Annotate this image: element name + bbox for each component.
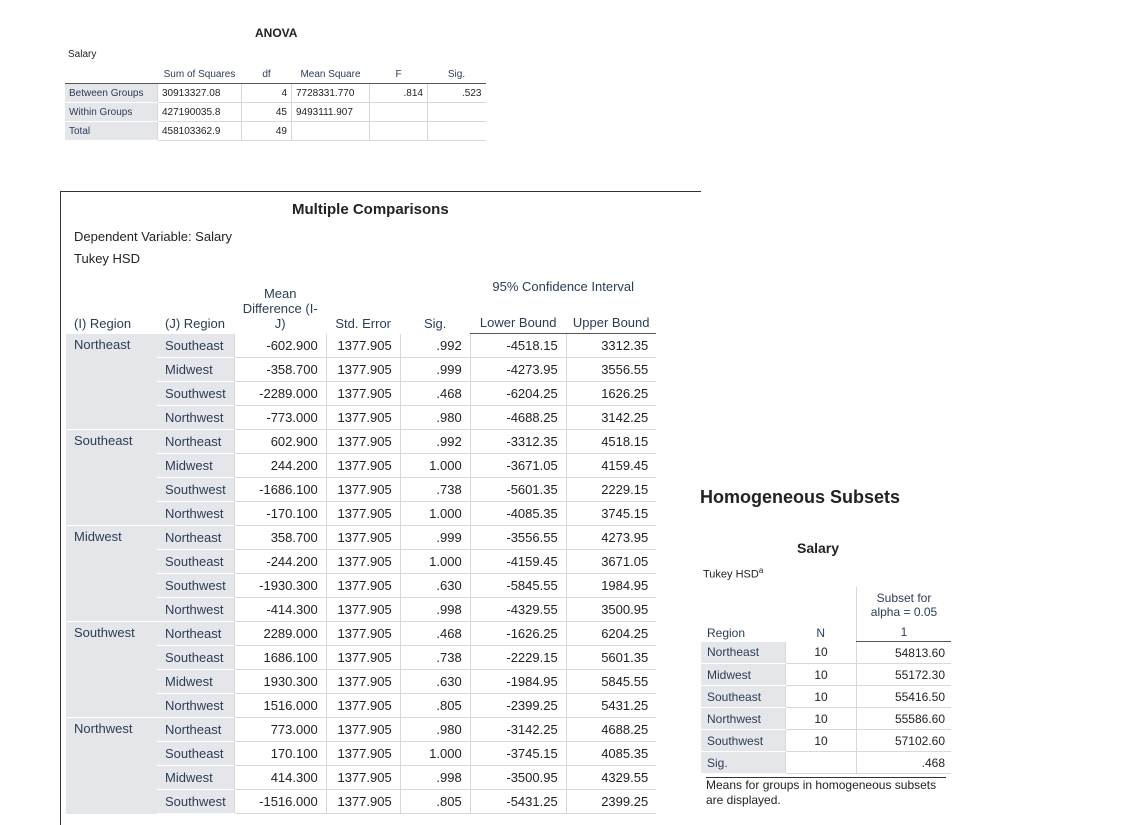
anova-dependent-variable: Salary xyxy=(68,49,97,60)
mean-difference-cell: 244.200 xyxy=(234,454,326,478)
upper-bound-cell: 6204.25 xyxy=(566,622,656,646)
sig-cell: .468 xyxy=(400,382,470,406)
std-error-cell: 1377.905 xyxy=(326,646,400,670)
comparison-row xyxy=(66,622,656,646)
sig-cell: .980 xyxy=(400,718,470,742)
anova-ss: 30913327.08 xyxy=(158,84,242,103)
multiple-comparisons-title: Multiple Comparisons xyxy=(292,201,449,218)
sig-cell: .805 xyxy=(400,790,470,814)
hs-region-cell: Midwest xyxy=(701,664,786,686)
sig-cell: .738 xyxy=(400,646,470,670)
header-i-region: (I) Region xyxy=(74,315,132,331)
mean-difference-cell: -773.000 xyxy=(234,406,326,430)
hs-n-cell: 10 xyxy=(786,708,857,730)
mean-difference-cell: 170.100 xyxy=(234,742,326,766)
hs-row xyxy=(701,642,951,664)
std-error-cell: 1377.905 xyxy=(326,430,400,454)
std-error-cell: 1377.905 xyxy=(326,382,400,406)
upper-bound-cell: 5845.55 xyxy=(566,670,656,694)
lower-bound-cell: -4273.95 xyxy=(470,358,566,382)
lower-bound-cell: -1984.95 xyxy=(470,670,566,694)
j-region-cell: Midwest xyxy=(157,358,234,382)
std-error-cell: 1377.905 xyxy=(326,742,400,766)
homogeneous-subsets-title: Homogeneous Subsets xyxy=(700,487,901,507)
upper-bound-cell: 4329.55 xyxy=(566,766,656,790)
hs-header-region: Region xyxy=(707,625,746,640)
anova-table xyxy=(65,63,486,141)
hs-n-cell: 10 xyxy=(786,686,857,708)
upper-bound-cell: 4085.35 xyxy=(566,742,656,766)
hs-sig-n-empty xyxy=(786,752,857,774)
anova-f xyxy=(370,122,428,141)
lower-bound-cell: -5601.35 xyxy=(470,478,566,502)
anova-f: .814 xyxy=(370,84,428,103)
upper-bound-cell: 4518.15 xyxy=(566,430,656,454)
hs-region-cell: Northeast xyxy=(701,642,786,664)
hs-row xyxy=(701,730,951,752)
j-region-cell: Southeast xyxy=(157,334,234,358)
sig-cell: .992 xyxy=(400,430,470,454)
i-region-cell: Northeast xyxy=(66,334,157,430)
comparison-row xyxy=(66,334,656,358)
anova-row-label: Within Groups xyxy=(65,103,158,122)
std-error-cell: 1377.905 xyxy=(326,574,400,598)
hs-region-cell: Southwest xyxy=(701,730,786,752)
std-error-cell: 1377.905 xyxy=(326,334,400,358)
lower-bound-cell: -3142.25 xyxy=(470,718,566,742)
hs-subset-value: 55416.50 xyxy=(857,686,952,708)
j-region-cell: Northwest xyxy=(157,598,234,622)
upper-bound-cell: 2229.15 xyxy=(566,478,656,502)
comparison-row xyxy=(66,526,656,550)
hs-n-cell: 10 xyxy=(786,730,857,752)
upper-bound-cell: 3556.55 xyxy=(566,358,656,382)
mean-difference-cell: 358.700 xyxy=(234,526,326,550)
upper-bound-cell: 1984.95 xyxy=(566,574,656,598)
anova-ss: 427190035.8 xyxy=(158,103,242,122)
std-error-cell: 1377.905 xyxy=(326,526,400,550)
sig-cell: 1.000 xyxy=(400,742,470,766)
anova-header-f: F xyxy=(370,63,428,84)
upper-bound-cell: 4159.45 xyxy=(566,454,656,478)
std-error-cell: 1377.905 xyxy=(326,622,400,646)
mean-difference-cell: -358.700 xyxy=(234,358,326,382)
sig-cell: .738 xyxy=(400,478,470,502)
hs-region-cell: Northwest xyxy=(701,708,786,730)
i-region-cell: Southeast xyxy=(66,430,157,526)
anova-ms xyxy=(292,122,370,141)
sig-cell: 1.000 xyxy=(400,454,470,478)
anova-header-sig: Sig. xyxy=(428,63,486,84)
std-error-cell: 1377.905 xyxy=(326,694,400,718)
lower-bound-cell: -4518.15 xyxy=(470,334,566,358)
anova-row-label: Total xyxy=(65,122,158,141)
std-error-cell: 1377.905 xyxy=(326,406,400,430)
upper-bound-cell: 5431.25 xyxy=(566,694,656,718)
lower-bound-cell: -4688.25 xyxy=(470,406,566,430)
lower-bound-cell: -1626.25 xyxy=(470,622,566,646)
hs-header-subset: Subset for alpha = 0.05 xyxy=(857,587,952,621)
hs-subset-value: 55172.30 xyxy=(857,664,952,686)
anova-df: 49 xyxy=(242,122,292,141)
anova-row xyxy=(65,84,486,103)
j-region-cell: Southeast xyxy=(157,646,234,670)
j-region-cell: Northeast xyxy=(157,526,234,550)
upper-bound-cell: 2399.25 xyxy=(566,790,656,814)
std-error-cell: 1377.905 xyxy=(326,550,400,574)
anova-header-ms: Mean Square xyxy=(292,63,370,84)
anova-row xyxy=(65,122,486,141)
lower-bound-cell: -4085.35 xyxy=(470,502,566,526)
lower-bound-cell: -2229.15 xyxy=(470,646,566,670)
footnote-marker: a xyxy=(758,566,764,575)
j-region-cell: Midwest xyxy=(157,670,234,694)
lower-bound-cell: -5431.25 xyxy=(470,790,566,814)
sig-cell: .998 xyxy=(400,766,470,790)
sig-cell: 1.000 xyxy=(400,550,470,574)
sig-cell: .992 xyxy=(400,334,470,358)
hs-row xyxy=(701,664,951,686)
lower-bound-cell: -3500.95 xyxy=(470,766,566,790)
mean-difference-cell: -1686.100 xyxy=(234,478,326,502)
upper-bound-cell: 5601.35 xyxy=(566,646,656,670)
lower-bound-cell: -6204.25 xyxy=(470,382,566,406)
hs-subset-value: 57102.60 xyxy=(857,730,952,752)
header-std-error: Std. Error xyxy=(335,315,392,331)
sig-cell: .468 xyxy=(400,622,470,646)
j-region-cell: Northeast xyxy=(157,622,234,646)
anova-ms: 9493111.907 xyxy=(292,103,370,122)
j-region-cell: Southeast xyxy=(157,742,234,766)
sig-cell: .998 xyxy=(400,598,470,622)
j-region-cell: Southwest xyxy=(157,574,234,598)
mean-difference-cell: 2289.000 xyxy=(234,622,326,646)
std-error-cell: 1377.905 xyxy=(326,454,400,478)
upper-bound-cell: 3500.95 xyxy=(566,598,656,622)
sig-cell: .999 xyxy=(400,358,470,382)
j-region-cell: Northeast xyxy=(157,718,234,742)
hs-header-n: N xyxy=(816,625,826,640)
anova-sig xyxy=(428,103,486,122)
comparison-row xyxy=(66,430,656,454)
lower-bound-cell: -3745.15 xyxy=(470,742,566,766)
std-error-cell: 1377.905 xyxy=(326,790,400,814)
upper-bound-cell: 3745.15 xyxy=(566,502,656,526)
j-region-cell: Northwest xyxy=(157,406,234,430)
mean-difference-cell: -602.900 xyxy=(234,334,326,358)
anova-header-ss: Sum of Squares xyxy=(158,63,242,84)
header-j-region: (J) Region xyxy=(165,315,225,331)
sig-cell: .630 xyxy=(400,670,470,694)
mean-difference-cell: -244.200 xyxy=(234,550,326,574)
mean-difference-cell: -170.100 xyxy=(234,502,326,526)
j-region-cell: Northwest xyxy=(157,502,234,526)
lower-bound-cell: -4329.55 xyxy=(470,598,566,622)
j-region-cell: Southeast xyxy=(157,550,234,574)
mean-difference-cell: 1930.300 xyxy=(234,670,326,694)
j-region-cell: Midwest xyxy=(157,454,234,478)
anova-title: ANOVA xyxy=(255,26,298,40)
anova-sig xyxy=(428,122,486,141)
header-lower-bound: Lower Bound xyxy=(470,306,566,334)
hs-row xyxy=(701,708,951,730)
hs-sig-row xyxy=(701,752,951,774)
mean-difference-cell: 773.000 xyxy=(234,718,326,742)
upper-bound-cell: 4688.25 xyxy=(566,718,656,742)
j-region-cell: Northwest xyxy=(157,694,234,718)
i-region-cell: Southwest xyxy=(66,622,157,718)
header-upper-bound: Upper Bound xyxy=(566,306,656,334)
header-confidence-interval: 95% Confidence Interval xyxy=(492,278,635,294)
mean-difference-cell: -2289.000 xyxy=(234,382,326,406)
sig-cell: .630 xyxy=(400,574,470,598)
lower-bound-cell: -5845.55 xyxy=(470,574,566,598)
lower-bound-cell: -2399.25 xyxy=(470,694,566,718)
j-region-cell: Southwest xyxy=(157,478,234,502)
mean-difference-cell: 1516.000 xyxy=(234,694,326,718)
upper-bound-cell: 1626.25 xyxy=(566,382,656,406)
multiple-comparisons-table xyxy=(66,269,656,814)
j-region-cell: Southwest xyxy=(157,382,234,406)
lower-bound-cell: -4159.45 xyxy=(470,550,566,574)
hs-n-cell: 10 xyxy=(786,642,857,664)
mean-difference-cell: -1930.300 xyxy=(234,574,326,598)
upper-bound-cell: 3312.35 xyxy=(566,334,656,358)
anova-sig: .523 xyxy=(428,84,486,103)
hs-subset-value: 55586.60 xyxy=(857,708,952,730)
hs-row xyxy=(701,686,951,708)
j-region-cell: Midwest xyxy=(157,766,234,790)
method-label: Tukey HSD xyxy=(74,251,140,266)
anova-header-df: df xyxy=(242,63,292,84)
sig-cell: .805 xyxy=(400,694,470,718)
mean-difference-cell: -414.300 xyxy=(234,598,326,622)
hs-sig-value: .468 xyxy=(857,752,952,774)
dependent-variable-label: Dependent Variable: Salary xyxy=(74,229,233,244)
anova-row xyxy=(65,103,486,122)
sig-cell: .999 xyxy=(400,526,470,550)
j-region-cell: Southwest xyxy=(157,790,234,814)
mean-difference-cell: 414.300 xyxy=(234,766,326,790)
homogeneous-footnote: Means for groups in homogeneous subsets are displayed. xyxy=(706,777,946,808)
std-error-cell: 1377.905 xyxy=(326,598,400,622)
lower-bound-cell: -3671.05 xyxy=(470,454,566,478)
std-error-cell: 1377.905 xyxy=(326,358,400,382)
mean-difference-cell: 1686.100 xyxy=(234,646,326,670)
lower-bound-cell: -3556.55 xyxy=(470,526,566,550)
sig-cell: .980 xyxy=(400,406,470,430)
hs-header-subset-number: 1 xyxy=(857,621,952,642)
homogeneous-subsets-table xyxy=(701,587,951,774)
anova-ms: 7728331.770 xyxy=(292,84,370,103)
upper-bound-cell: 3671.05 xyxy=(566,550,656,574)
std-error-cell: 1377.905 xyxy=(326,718,400,742)
upper-bound-cell: 4273.95 xyxy=(566,526,656,550)
std-error-cell: 1377.905 xyxy=(326,478,400,502)
std-error-cell: 1377.905 xyxy=(326,670,400,694)
hs-n-cell: 10 xyxy=(786,664,857,686)
anova-df: 4 xyxy=(242,84,292,103)
hs-sig-label: Sig. xyxy=(701,752,786,774)
anova-row-label: Between Groups xyxy=(65,84,158,103)
anova-f xyxy=(370,103,428,122)
homogeneous-method-text: Tukey HSD xyxy=(703,568,759,581)
comparison-row xyxy=(66,718,656,742)
mean-difference-cell: -1516.000 xyxy=(234,790,326,814)
mean-difference-cell: 602.900 xyxy=(234,430,326,454)
lower-bound-cell: -3312.35 xyxy=(470,430,566,454)
sig-cell: 1.000 xyxy=(400,502,470,526)
upper-bound-cell: 3142.25 xyxy=(566,406,656,430)
header-mean-difference: Mean Difference (I-J) xyxy=(242,285,318,331)
anova-df: 45 xyxy=(242,103,292,122)
homogeneous-method-label xyxy=(703,566,763,581)
j-region-cell: Northeast xyxy=(157,430,234,454)
anova-ss: 458103362.9 xyxy=(158,122,242,141)
hs-region-cell: Southeast xyxy=(701,686,786,708)
std-error-cell: 1377.905 xyxy=(326,766,400,790)
header-sig: Sig. xyxy=(424,315,447,331)
hs-subset-value: 54813.60 xyxy=(857,642,952,664)
i-region-cell: Northwest xyxy=(66,718,157,814)
std-error-cell: 1377.905 xyxy=(326,502,400,526)
homogeneous-salary-title: Salary xyxy=(797,540,840,556)
i-region-cell: Midwest xyxy=(66,526,157,622)
